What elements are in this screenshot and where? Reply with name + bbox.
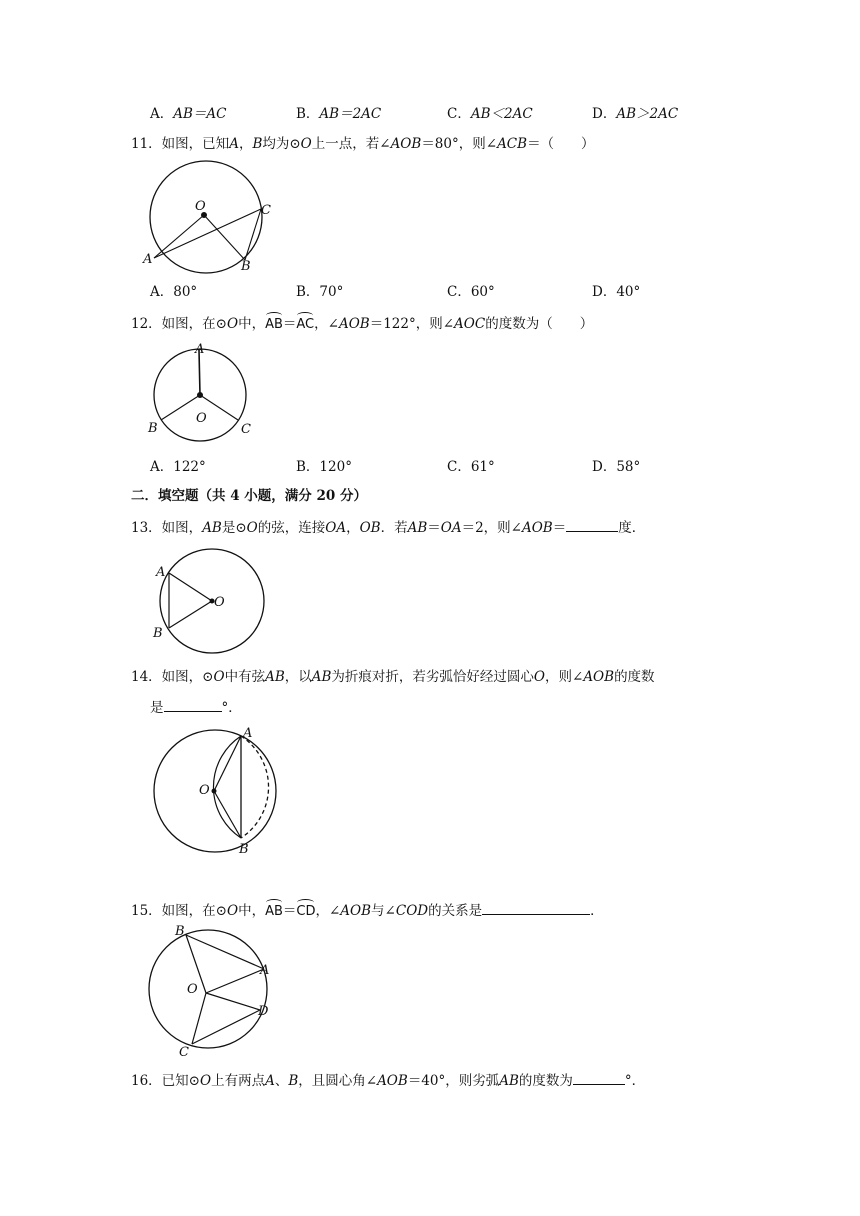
q11-label-a: A <box>143 252 153 267</box>
q15-circle <box>149 930 270 1048</box>
q16-answer-blank[interactable] <box>573 1070 625 1085</box>
q15-figure <box>145 922 280 1060</box>
q15-answer-blank[interactable] <box>482 900 590 915</box>
q14-figure <box>145 726 285 858</box>
q11-figure <box>140 160 290 275</box>
q13-stem: 13．如图，AB是⊙O的弦，连接OA，OB．若AB＝OA＝2，则∠AOB＝ 度． <box>131 517 645 537</box>
q12-option-a: A．122° <box>150 459 206 475</box>
q15-label-o: O <box>187 982 198 997</box>
q12-arc-ac: AC <box>296 312 314 334</box>
q16-stem: 16．已知⊙O上有两点A、B，且圆心角∠AOB＝40°，则劣弧AB的度数为 °． <box>131 1070 645 1090</box>
q13-answer-blank[interactable] <box>566 517 618 532</box>
q10-option-a: A．AB＝AC <box>150 106 227 122</box>
q11-label-c: C <box>261 203 271 218</box>
q10-option-b: B．AB＝2AC <box>296 106 382 122</box>
q11-stem: 11．如图，已知A，B均为⊙O上一点，若∠AOB＝80°，则∠ACB＝（ ） <box>131 136 595 152</box>
q10-option-c: C．AB＜2AC <box>447 106 533 122</box>
q13-label-o: O <box>214 595 225 610</box>
q14-stem: 14．如图，⊙O中有弦AB，以AB为折痕对折，若劣弧恰好经过圆心O，则∠AOB的度数 <box>131 669 655 685</box>
q14-label-o: O <box>199 783 210 798</box>
q12-arc-ab: AB <box>265 312 283 334</box>
q12-option-d: D．58° <box>592 459 641 475</box>
q11-option-c: C．60° <box>447 284 495 300</box>
q12-option-c: C．61° <box>447 459 495 475</box>
q15-label-a: A <box>260 963 270 978</box>
q15-label-c: C <box>179 1045 189 1060</box>
q15-stem: 15．如图，在⊙O中，AB＝CD，∠AOB与∠COD的关系是 ． <box>131 899 604 921</box>
q12-figure <box>140 340 270 440</box>
q12-label-o: O <box>196 411 207 426</box>
q14-label-b: B <box>239 842 249 857</box>
q14-label-a: A <box>243 726 253 741</box>
q14-stem-cont: 是 °． <box>150 697 242 717</box>
q11-label-o: O <box>195 199 206 214</box>
q12-label-a: A <box>195 342 205 357</box>
q11-option-a: A．80° <box>150 284 198 300</box>
q15-label-d: D <box>258 1004 269 1019</box>
q11-option-d: D．40° <box>592 284 641 300</box>
q13-figure <box>145 545 270 657</box>
q15-label-b: B <box>175 924 185 939</box>
q11-option-b: B．70° <box>296 284 344 300</box>
q15-arc-ab: AB <box>265 899 283 921</box>
q15-arc-cd: CD <box>296 899 315 921</box>
q13-label-a: A <box>156 565 166 580</box>
q11-label-b: B <box>241 259 251 274</box>
q12-option-b: B．120° <box>296 459 352 475</box>
q10-option-d: D．AB＞2AC <box>592 106 679 122</box>
q13-label-b: B <box>153 626 163 641</box>
q12-stem: 12．如图，在⊙O中，AB＝AC，∠AOB＝122°，则∠AOC的度数为（ ） <box>131 312 593 334</box>
q14-answer-blank[interactable] <box>164 697 222 712</box>
section-heading-fill-in: 二．填空题（共 4 小题，满分 20 分） <box>131 488 367 504</box>
q12-label-c: C <box>241 422 251 437</box>
q12-label-b: B <box>148 421 158 436</box>
